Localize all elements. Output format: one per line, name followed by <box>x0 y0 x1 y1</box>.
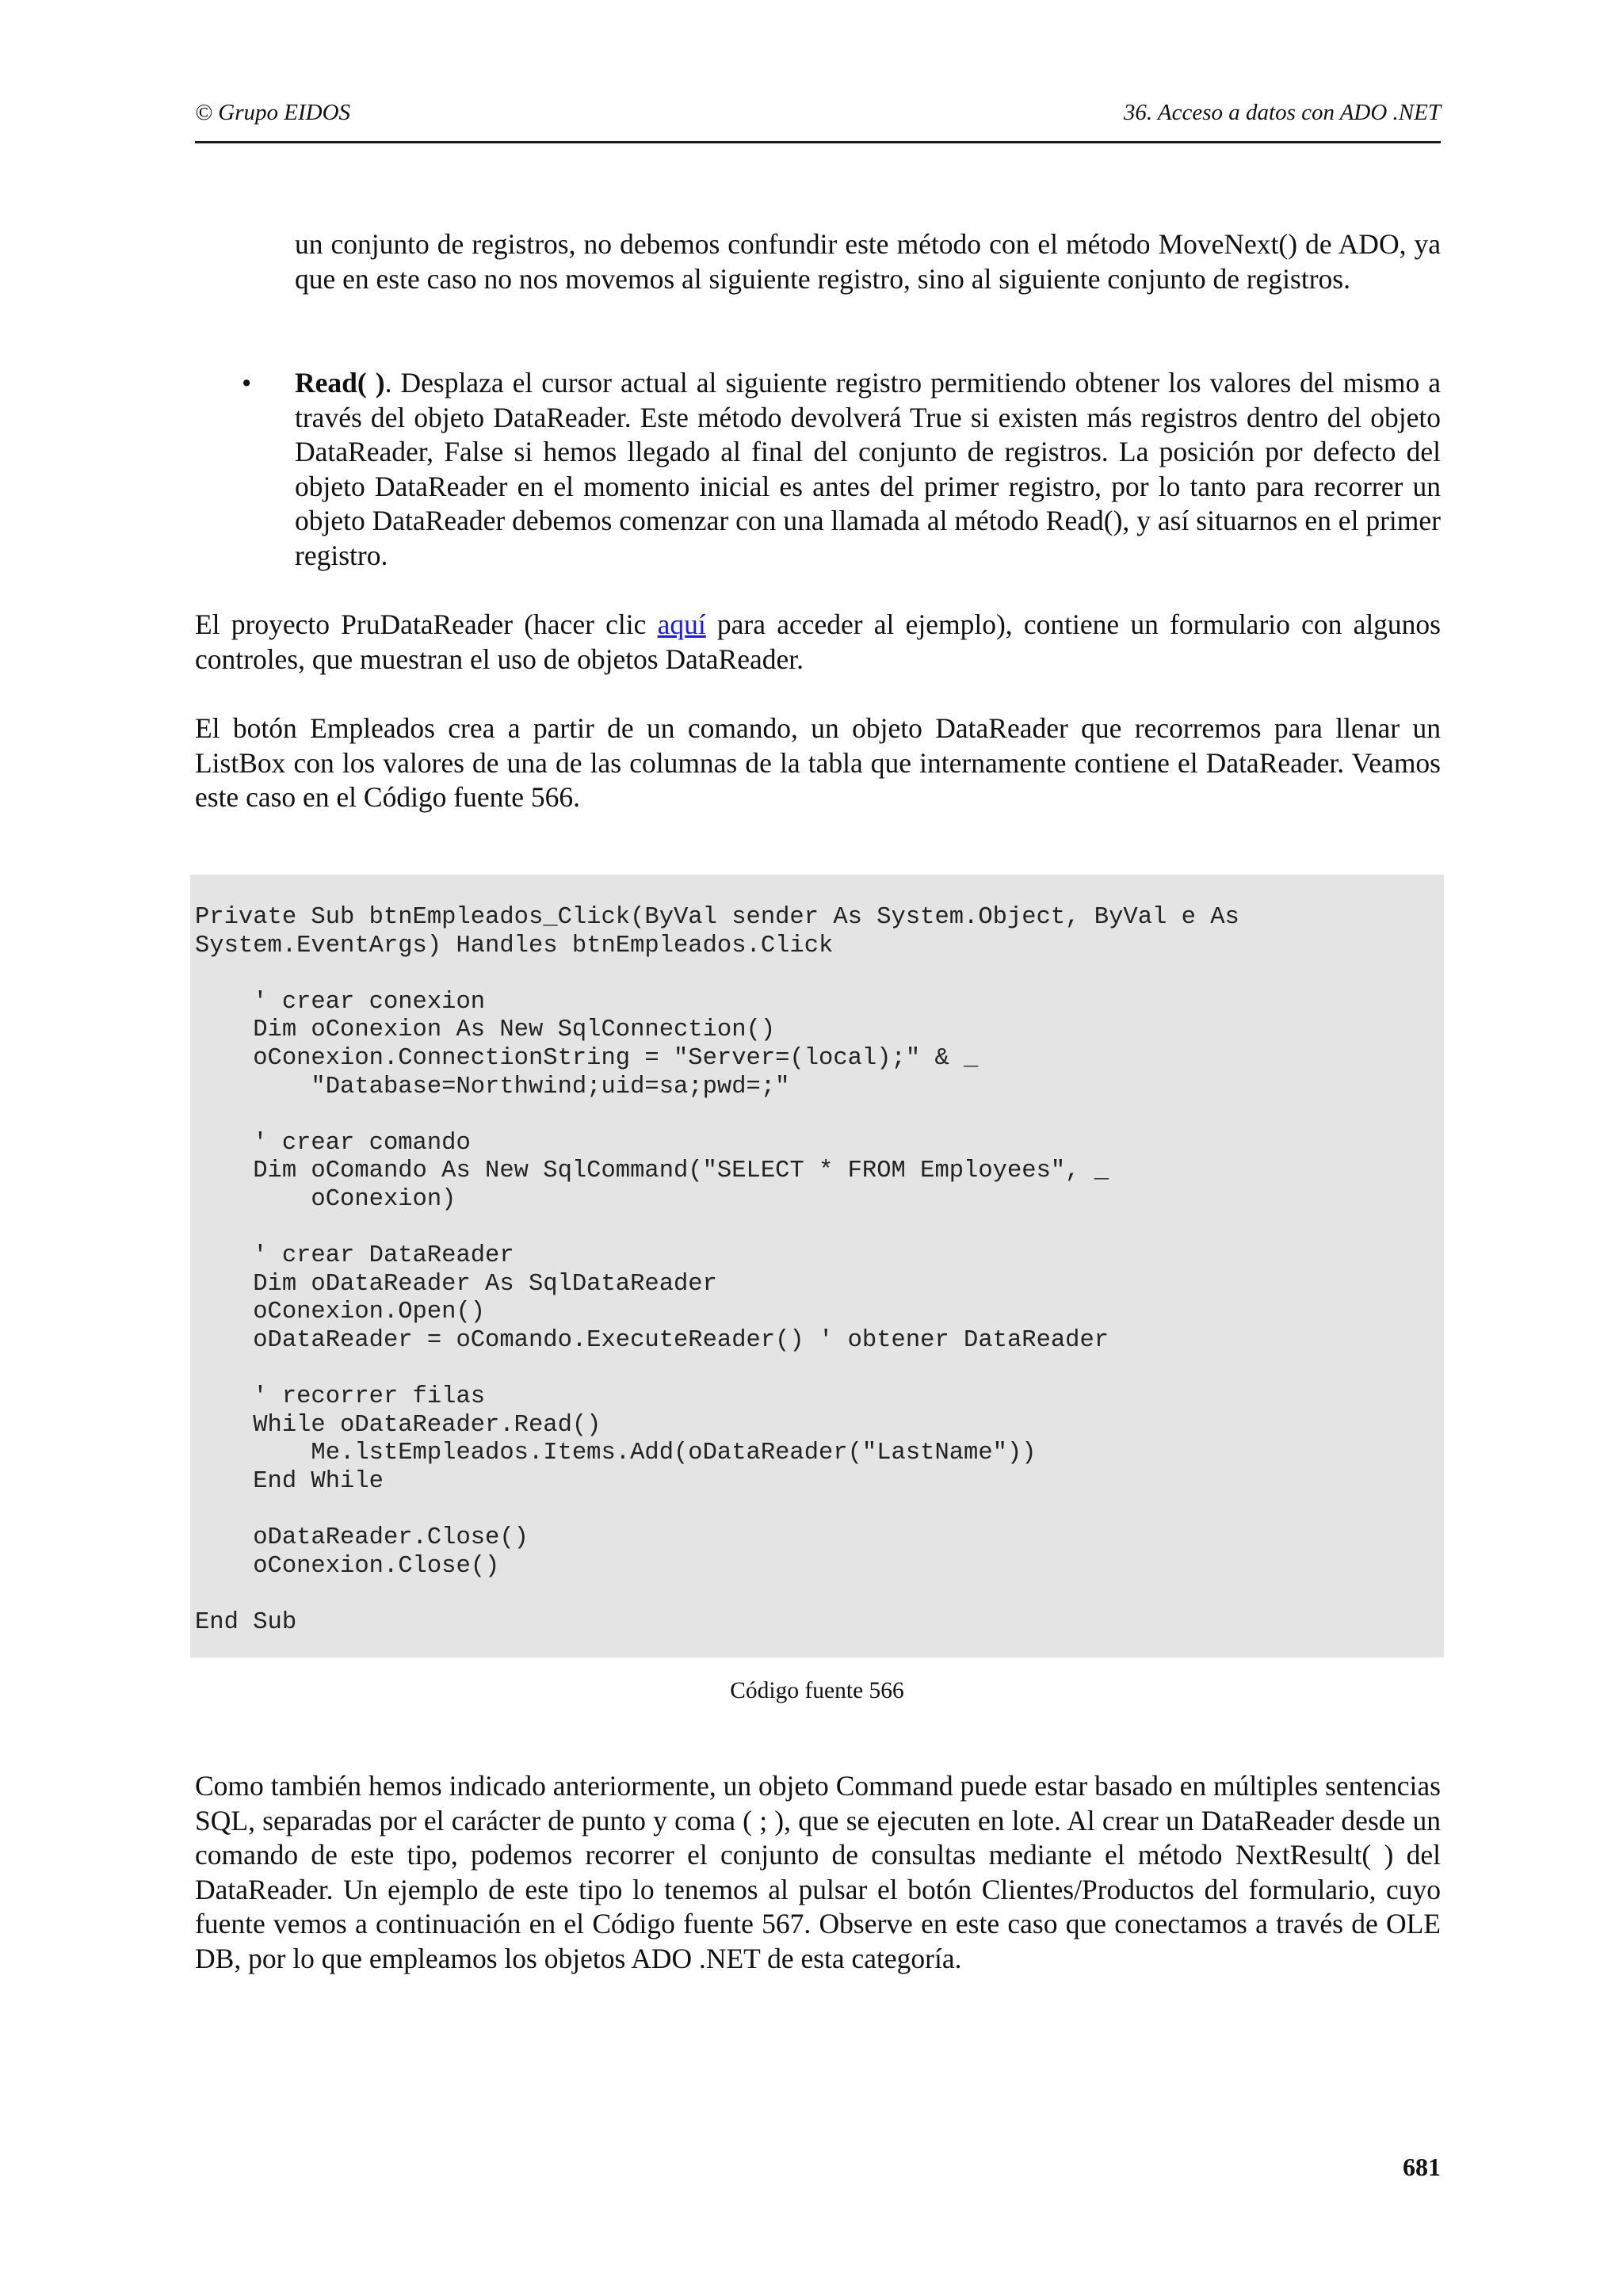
code-line: ' crear DataReader <box>195 1242 514 1270</box>
code-line: Dim oDataReader As SqlDataReader <box>195 1270 717 1298</box>
page-number: 681 <box>1403 2153 1441 2181</box>
project-paragraph <box>195 608 1441 677</box>
command-paragraph: Como también hemos indicado anteriormente, un objeto Command puede estar basado en múltiples sentencias SQL, separadas por el carácter de punto y coma ( ; ), que se ejecuten en lote. Al crear un DataReader desde un comando de este tipo, podemos recorrer el conjunto de consultas mediante el método NextResult( ) del DataReader. Un ejemplo de este tipo lo tenemos al pulsar el botón Clientes/Productos del formulario, cuyo fuente vemos a continuación en el Código fuente 567. Observe en este caso que conectamos a través de OLE DB, por lo que empleamos los objetos ADO .NET de esta categoría. <box>195 1770 1441 1974</box>
empleados-paragraph: El botón Empleados crea a partir de un comando, un objeto DataReader que recorremos para llenar un ListBox con los valores de una de las columnas de la tabla que internamente contiene el DataReader. Veamos este caso en el Código fuente 566. <box>195 712 1441 814</box>
code-line: Dim oComando As New SqlCommand("SELECT * FROM Employees", _ <box>195 1158 1109 1185</box>
code-line: oConexion) <box>195 1186 456 1213</box>
code-line: System.EventArgs) Handles btnEmpleados.Click <box>195 932 834 959</box>
project-text-after: para acceder al ejemplo), contiene un formulario con algunos controles, que muestran el uso de objetos DataReader. <box>195 608 1441 675</box>
code-line: ' recorrer filas <box>195 1383 486 1411</box>
project-text-before: El proyecto PruDataReader (hacer clic <box>195 608 658 640</box>
bullet-item-read <box>295 366 1441 574</box>
code-line: Dim oConexion As New SqlConnection() <box>195 1016 776 1044</box>
code-line: ' crear conexion <box>195 988 486 1016</box>
header-publisher: © Grupo EIDOS <box>195 100 351 125</box>
page-header <box>195 95 1441 143</box>
example-link[interactable]: aquí <box>657 608 706 640</box>
code-line: Private Sub btnEmpleados_Click(ByVal sender As System.Object, ByVal e As <box>195 904 1239 931</box>
code-line: While oDataReader.Read() <box>195 1411 601 1439</box>
bullet-icon: • <box>242 368 252 399</box>
bullet-term: Read( ) <box>295 367 385 399</box>
code-line: oConexion.ConnectionString = "Server=(local);" & _ <box>195 1045 979 1072</box>
code-line: End Sub <box>195 1609 297 1636</box>
code-line: Me.lstEmpleados.Items.Add(oDataReader("LastName")) <box>195 1440 1037 1467</box>
code-line: oConexion.Close() <box>195 1552 500 1580</box>
code-line: ' crear comando <box>195 1129 471 1157</box>
code-line: oConexion.Open() <box>195 1299 486 1326</box>
code-line: "Database=Northwind;uid=sa;pwd=;" <box>195 1073 790 1100</box>
continuation-paragraph: un conjunto de registros, no debemos confundir este método con el método MoveNext() de ADO, ya que en este caso no nos movemos al siguiente registro, sino al siguiente conjunto de registros. <box>295 228 1441 295</box>
code-line: oDataReader.Close() <box>195 1524 529 1552</box>
bullet-description: . Desplaza el cursor actual al siguiente registro permitiendo obtener los valores del mismo a través del objeto DataReader. Este método devolverá True si existen más registros dentro del objeto DataReader, False si hemos llegado al final del conjunto de registros. La posición por defecto del objeto DataReader en el momento inicial es antes del primer registro, por lo tanto para recorrer un objeto DataReader debemos comenzar con una llamada al método Read(), y así situarnos en el primer registro. <box>295 367 1442 571</box>
code-line: End While <box>195 1468 384 1495</box>
header-chapter-title: 36. Acceso a datos con ADO .NET <box>1123 100 1441 125</box>
code-line: oDataReader = oComando.ExecuteReader() ' obtener DataReader <box>195 1327 1109 1354</box>
code-caption: Código fuente 566 <box>730 1678 904 1703</box>
